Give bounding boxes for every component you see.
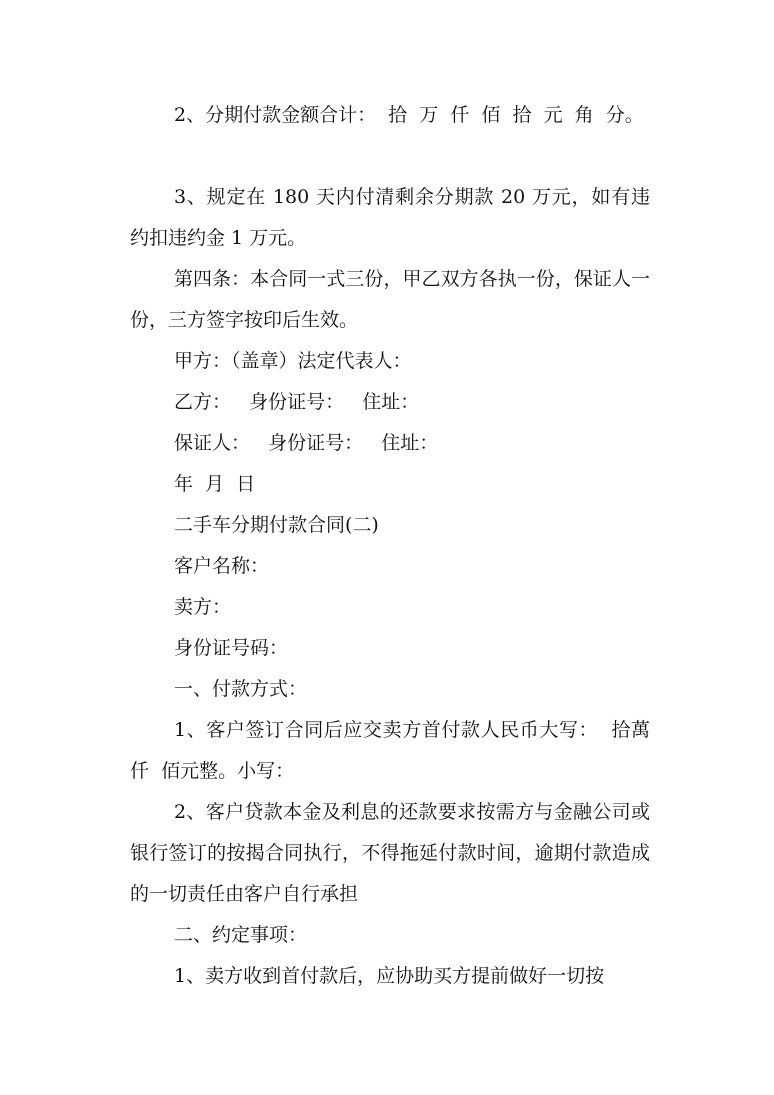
paragraph-payment-method-heading: 一、付款方式： xyxy=(174,678,308,700)
paragraph-guarantor: 保证人： 身份证号： 住址： xyxy=(174,432,439,454)
paragraph-seller: 卖方： xyxy=(174,596,232,618)
paragraph-customer-name: 客户名称： xyxy=(174,555,270,577)
paragraph-article-four: 第四条：本合同一式三份，甲乙双方各执一份，保证人一份，三方签字按印后生效。 xyxy=(130,268,650,331)
paragraph-agreed-matters-heading: 二、约定事项： xyxy=(174,924,308,946)
paragraph-date: 年 月 日 xyxy=(174,473,256,495)
paragraph-seller-duty: 1、卖方收到首付款后，应协助买方提前做好一切按 xyxy=(174,965,605,987)
paragraph-party-a: 甲方：（盖章）法定代表人： xyxy=(174,350,412,372)
paragraph-loan-repayment: 2、客户贷款本金及利息的还款要求按需方与金融公司或银行签订的按揭合同执行，不得拖延付款时间，逾期付款造成的一切责任由客户自行承担 xyxy=(130,801,650,905)
paragraph-180-days-clause: 3、规定在 180 天内付清剩余分期款 20 万元，如有违约扣违约金 1 万元。 xyxy=(130,186,650,249)
paragraph-party-b: 乙方： 身份证号： 住址： xyxy=(174,391,420,413)
paragraph-contract-title: 二手车分期付款合同(二) xyxy=(174,514,379,536)
paragraph-installment-total: 2、分期付款金额合计： 拾 万 仟 佰 拾 元 角 分。 xyxy=(174,104,644,126)
paragraph-down-payment: 1、客户签订合同后应交卖方首付款人民币大写： 拾萬 仟 佰元整。小写： xyxy=(130,719,663,782)
paragraph-id-number: 身份证号码： xyxy=(174,637,289,659)
